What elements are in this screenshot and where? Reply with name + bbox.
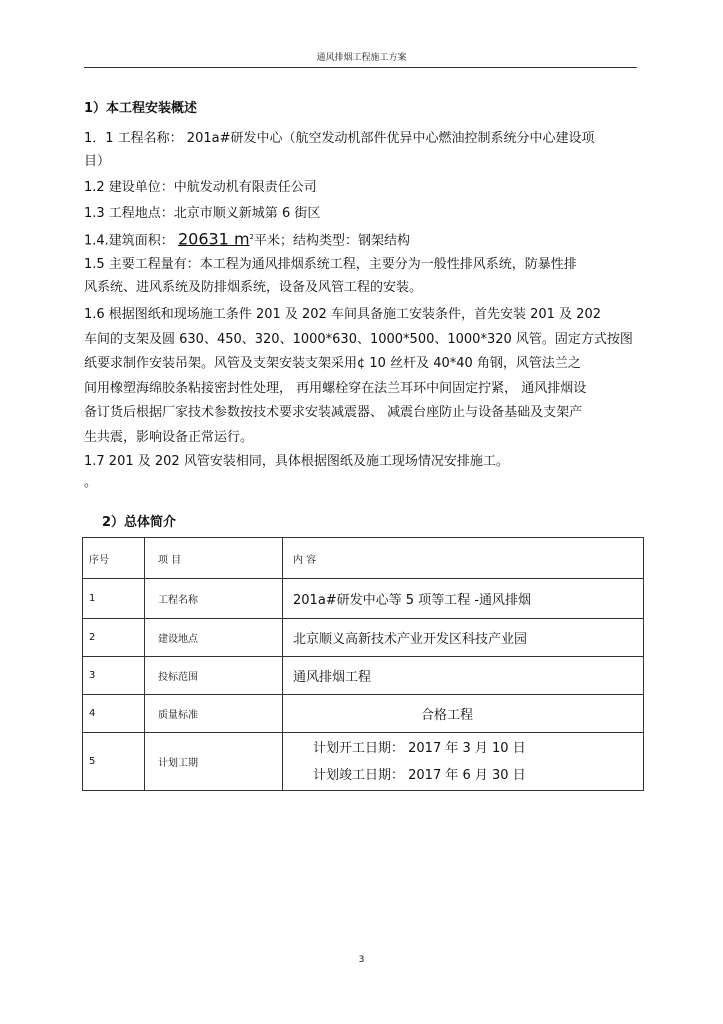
row-item: 计划工期	[145, 733, 283, 791]
table-row	[83, 619, 644, 657]
row-item: 工程名称	[145, 579, 283, 619]
table-row	[83, 657, 644, 695]
item-1-5-line1: 1.5 主要工程量有：本工程为通风排烟系统工程，主要分为一般性排风系统，防暴性排	[84, 257, 577, 272]
row-content: 合格工程	[283, 695, 644, 733]
item-1-7: 1.7 201 及 202 风管安装相同，具体根据图纸及施工现场情况安排施工。	[84, 454, 509, 469]
item-1-3: 1.3 工程地点：北京市顺义新城第 6 街区	[84, 206, 321, 221]
section2-heading: 2）总体简介	[102, 515, 177, 530]
item-1-4-suffix: 平米；结构类型：钢架结构	[254, 233, 411, 249]
item-1-6-line: 1.6 根据图纸和现场施工条件 201 及 202 车间具备施工安装条件，首先安装 201 及 202	[84, 307, 601, 322]
table-row	[83, 733, 644, 791]
table-row	[83, 579, 644, 619]
item-1-4-superscript: 2	[249, 233, 254, 241]
row-content: 通风排烟工程	[283, 657, 644, 695]
row-content-schedule	[283, 733, 644, 791]
row-item: 投标范围	[145, 657, 283, 695]
table-header-row	[83, 538, 644, 579]
header-cell-content: 内 容	[283, 538, 644, 579]
table-row	[83, 695, 644, 733]
item-1-4-area-value: 20631 m	[177, 229, 250, 249]
row-content: 北京顺义高新技术产业开发区科技产业园	[283, 619, 644, 657]
row-no: 2	[83, 619, 145, 657]
item-1-6-line: 生共震，影响设备正常运行。	[84, 430, 254, 445]
item-1-4-prefix: 1.4.建筑面积：	[84, 233, 174, 249]
start-date: 计划开工日期： 2017 年 3 月 10 日	[313, 740, 526, 756]
row-content: 201a#研发中心等 5 项等工程 -通风排烟	[283, 579, 644, 619]
item-1-6-line: 车间的支架及圆 630、450、320、1000*630、1000*500、1000*320 风管。固定方式按图	[84, 332, 633, 347]
row-no: 5	[83, 733, 145, 791]
item-1-1-line1: 1．1 工程名称： 201a#研发中心（航空发动机部件优异中心燃油控制系统分中心建设项	[84, 131, 595, 146]
overview-table	[82, 537, 644, 791]
item-1-2: 1.2 建设单位：中航发动机有限责任公司	[84, 180, 317, 195]
item-1-5-line2: 风系统、进风系统及防排烟系统，设备及风管工程的安装。	[84, 280, 423, 295]
running-header: 通风排烟工程施工方案	[316, 53, 407, 63]
header-rule	[84, 67, 637, 68]
item-1-6-line: 间用橡塑海绵胶条粘接密封性处理， 再用螺栓穿在法兰耳环中间固定拧紧， 通风排烟设	[84, 381, 587, 396]
row-item: 质量标准	[145, 695, 283, 733]
end-date: 计划竣工日期： 2017 年 6 月 30 日	[313, 767, 526, 783]
row-no: 4	[83, 695, 145, 733]
page-number: 3	[358, 955, 365, 965]
row-no: 1	[83, 579, 145, 619]
item-1-6-line: 备订货后根据厂家技术参数按技术要求安装减震器、 减震台座防止与设备基础及支架产	[84, 405, 583, 420]
item-1-4	[84, 229, 410, 249]
item-1-1-line2: 目）	[84, 154, 111, 169]
header-cell-no: 序号	[83, 538, 145, 579]
header-cell-item: 项 目	[145, 538, 283, 579]
item-1-6-line: 纸要求制作安装吊架。风管及支架安装支架采用¢ 10 丝杆及 40*40 角钢，风管法兰之	[84, 356, 581, 371]
row-item: 建设地点	[145, 619, 283, 657]
row-no: 3	[83, 657, 145, 695]
stray-mark: 。	[84, 475, 98, 490]
section1-heading: 1）本工程安装概述	[84, 101, 198, 116]
